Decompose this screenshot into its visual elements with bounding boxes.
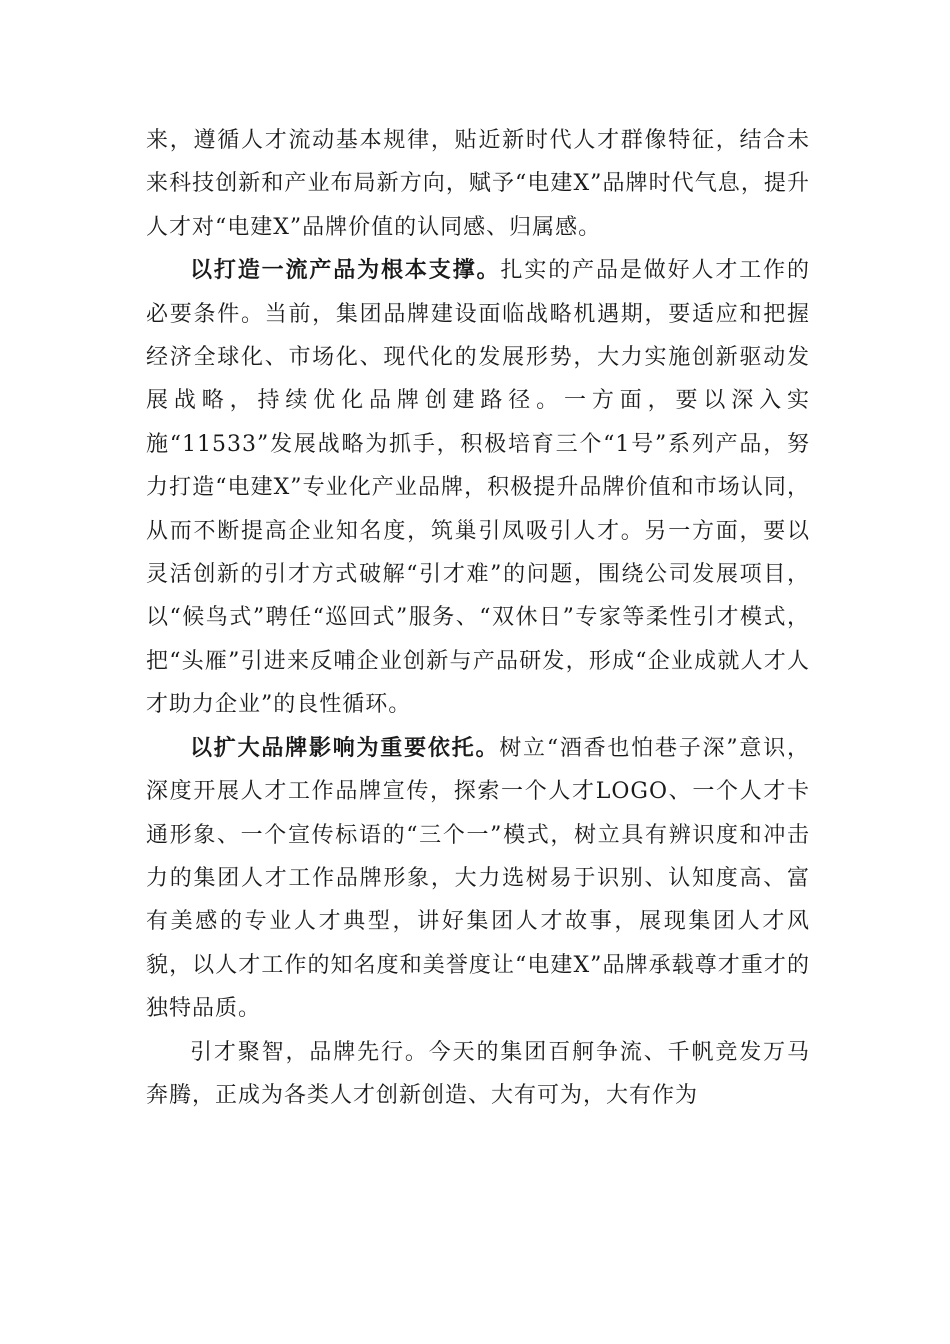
paragraph-text: 引才聚智，品牌先行。今天的集团百舸争流、千帆竞发万马奔腾，正成为各类人才创新创造、大有可为，大有作为 <box>146 1039 810 1108</box>
paragraph-text: 来，遵循人才流动基本规律，贴近新时代人才群像特征，结合未来科技创新和产业布局新方向，赋予“电建X”品牌时代气息，提升人才对“电建X”品牌价值的认同感、归属感。 <box>146 128 810 240</box>
paragraph-text: 树立“酒香也怕巷子深”意识，深度开展人才工作品牌宣传，探索一个人才LOGO、一个人才卡通形象、一个宣传标语的“三个一”模式，树立具有辨识度和冲击力的集团人才工作品牌形象，大力选树易于识别、认知度高、富有美感的专业人才典型，讲好集团人才故事，展现集团人才风貌，以人才工作的知名度和美誉度让“电建X”品牌承载尊才重才的独特品质。 <box>146 735 810 1022</box>
paragraph-conclusion <box>146 1031 810 1118</box>
paragraph-heading: 以扩大品牌影响为重要依托。 <box>190 735 500 761</box>
paragraph-continuation <box>146 119 810 249</box>
paragraph-heading: 以打造一流产品为根本支撑。 <box>190 258 501 284</box>
paragraph-brand-influence <box>146 727 810 1031</box>
document-body <box>146 119 810 1117</box>
paragraph-product-support <box>146 249 810 726</box>
paragraph-text: 扎实的产品是做好人才工作的必要条件。当前，集团品牌建设面临战略机遇期，要适应和把握经济全球化、市场化、现代化的发展形势，大力实施创新驱动发展战略，持续优化品牌创建路径。一方面，要以深入实施“11533”发展战略为抓手，积极培育三个“1号”系列产品，努力打造“电建X”专业化产业品牌，积极提升品牌价值和市场认同，从而不断提高企业知名度，筑巢引凤吸引人才。另一方面，要以灵活创新的引才方式破解“引才难”的问题，围绕公司发展项目，以“候鸟式”聘任“巡回式”服务、“双休日”专家等柔性引才模式，把“头雁”引进来反哺企业创新与产品研发，形成“企业成就人才人才助力企业”的良性循环。 <box>146 258 810 718</box>
